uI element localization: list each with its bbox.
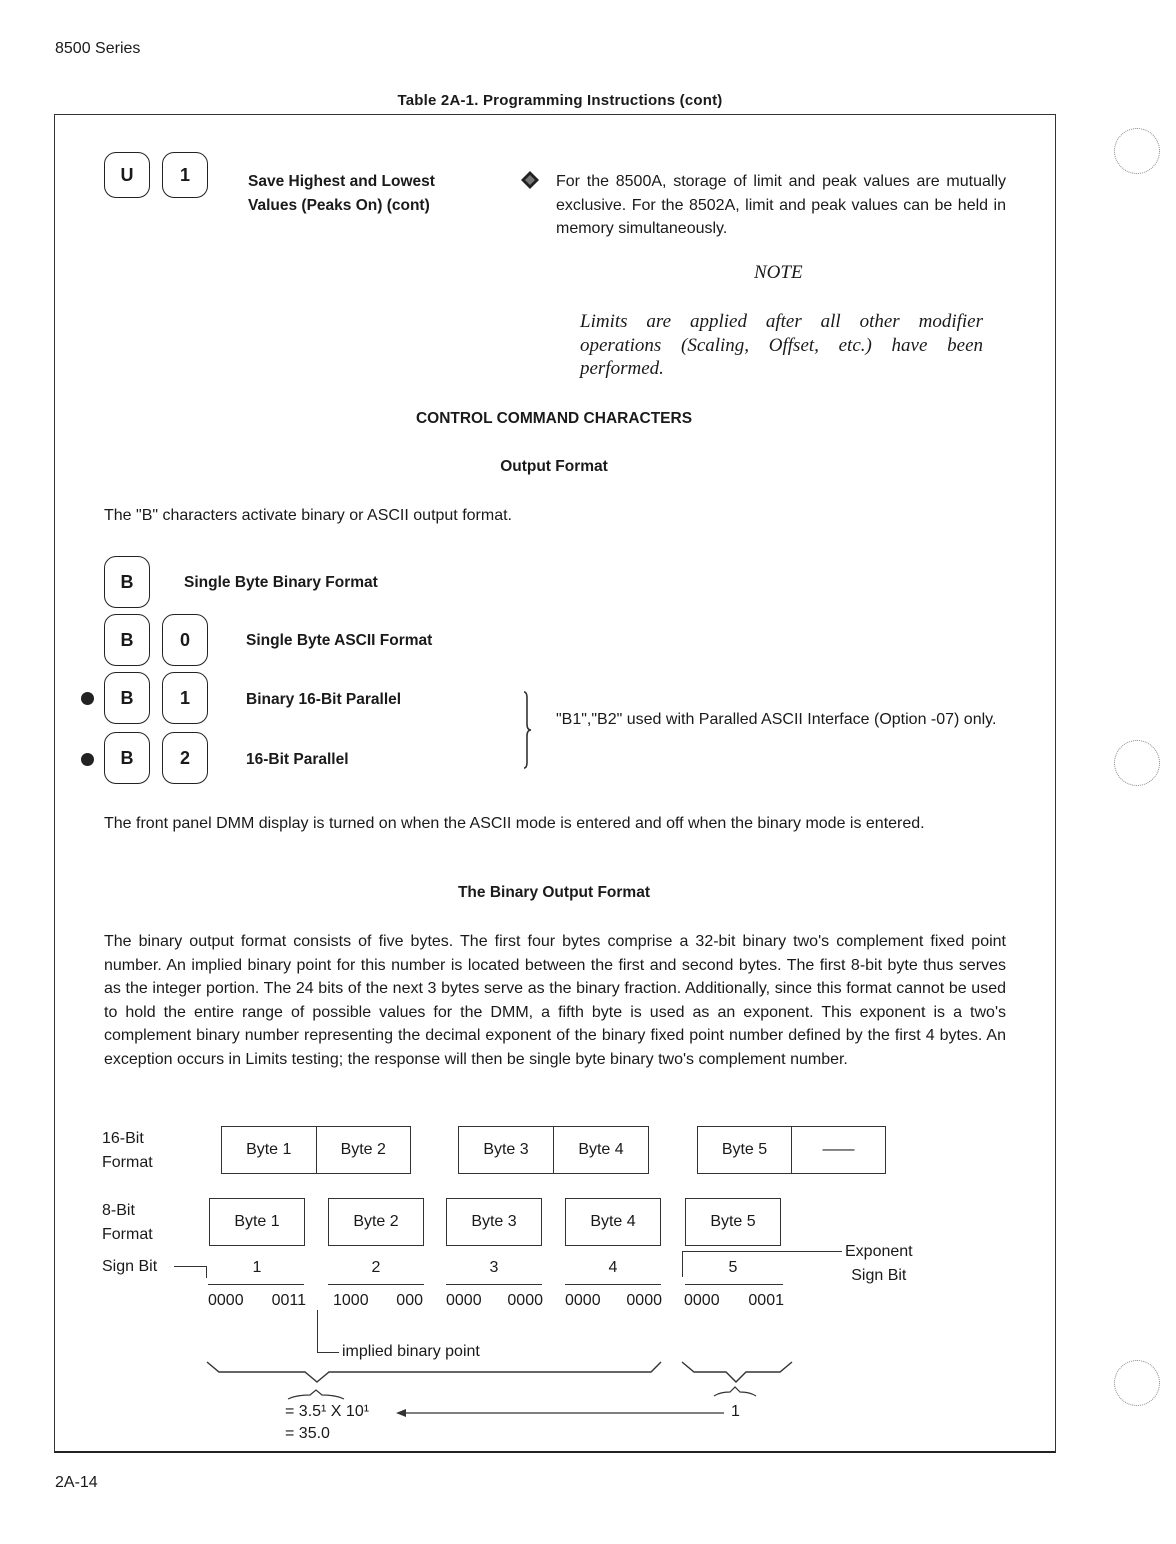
byte-bits-2	[333, 1292, 423, 1310]
format8-byte-1: Byte 1	[209, 1198, 305, 1246]
command-label: Single Byte Binary Format	[184, 574, 378, 591]
page-number: 2A-14	[55, 1474, 98, 1491]
byte-span-line	[565, 1284, 661, 1285]
byte-bits-4	[565, 1292, 662, 1310]
byte-span-line	[685, 1284, 783, 1285]
u1-label-line1: Save Highest and Lowest	[248, 173, 435, 190]
byte-cell: Byte 4	[553, 1127, 648, 1173]
binder-hole-icon	[1114, 1360, 1160, 1406]
series-header: 8500 Series	[55, 40, 141, 57]
exponent-arrow-icon	[682, 1251, 683, 1277]
nibble: 0000	[565, 1292, 601, 1309]
key-b: B	[104, 556, 150, 608]
byte-bits-1	[208, 1292, 306, 1310]
left-arrow-icon	[396, 1406, 726, 1424]
display-note: The front panel DMM display is turned on when the ASCII mode is entered and off when the binary mode is entered.	[104, 815, 925, 832]
format16-label	[102, 1127, 153, 1175]
byte-number: 2	[371, 1259, 381, 1276]
byte-span-line	[446, 1284, 542, 1285]
exponent-label-line1: Exponent	[845, 1243, 913, 1260]
format8-label	[102, 1199, 153, 1247]
key-1: 1	[162, 672, 208, 724]
nibble: 0000	[684, 1292, 720, 1309]
nibble: 0001	[748, 1292, 784, 1309]
byte-number: 1	[252, 1259, 262, 1276]
key-2: 2	[162, 732, 208, 784]
binder-hole-icon	[1114, 740, 1160, 786]
byte-cell: ——	[791, 1127, 885, 1173]
format8-label-line1: 8-Bit	[102, 1202, 135, 1219]
implied-point-arrow-icon	[317, 1310, 318, 1352]
nibble: 0000	[446, 1292, 482, 1309]
exponent-leader	[682, 1251, 842, 1252]
control-heading: CONTROL COMMAND CHARACTERS	[415, 410, 693, 427]
byte-cell: Byte 2	[316, 1127, 411, 1173]
exponent-label-line2: Sign Bit	[851, 1267, 907, 1284]
nibble: 1000	[333, 1292, 369, 1309]
parallel-note: "B1","B2" used with Paralled ASCII Interface (Option -07) only.	[556, 711, 997, 728]
result-line-1: = 3.5¹ X 10¹	[285, 1403, 370, 1420]
command-label: 16-Bit Parallel	[246, 751, 349, 768]
u1-label-line2: Values (Peaks On) (cont)	[248, 197, 430, 214]
format16-group-1	[221, 1126, 411, 1174]
byte-cell: Byte 1	[246, 1141, 292, 1158]
byte-bits-3	[446, 1292, 543, 1310]
command-label: Binary 16-Bit Parallel	[246, 691, 402, 708]
key-0: 0	[162, 614, 208, 666]
byte-number: 3	[489, 1259, 499, 1276]
diamond-bullet-icon	[520, 170, 540, 195]
byte-span-line	[328, 1284, 424, 1285]
format8-byte-2: Byte 2	[328, 1198, 424, 1246]
note-text: Limits are applied after all other modifier operations (Scaling, Offset, etc.) have been performed.	[580, 311, 983, 379]
nibble: 000	[396, 1292, 423, 1309]
key-b: B	[104, 614, 150, 666]
format8-byte-3: Byte 3	[446, 1198, 542, 1246]
result-line-2: = 35.0	[285, 1425, 330, 1442]
byte-bits-5	[684, 1292, 784, 1310]
format16-group-2	[458, 1126, 649, 1174]
u1-label	[248, 170, 435, 218]
nibble: 0000	[626, 1292, 662, 1309]
format16-label-line1: 16-Bit	[102, 1130, 144, 1147]
byte-cell: Byte 5	[721, 1141, 768, 1158]
implied-point-leader	[317, 1352, 339, 1353]
key-b: B	[104, 732, 150, 784]
mantissa-brace-icon	[205, 1360, 665, 1389]
command-row-b1	[104, 672, 208, 724]
byte-number: 5	[728, 1259, 738, 1276]
sign-bit-arrow-icon	[206, 1266, 207, 1278]
key-b: B	[104, 672, 150, 724]
format16-label-line2: Format	[102, 1154, 153, 1171]
u1-description: For the 8500A, storage of limit and peak values are mutually exclusive. For the 8502A, limit and peak values can be held in memory simultaneously.	[556, 173, 1006, 237]
u1-keys	[104, 152, 208, 198]
implied-point-label: implied binary point	[342, 1343, 480, 1360]
sign-bit-leader	[174, 1266, 206, 1267]
format8-byte-4: Byte 4	[565, 1198, 661, 1246]
bullet-dot-icon	[81, 753, 94, 766]
bullet-dot-icon	[81, 692, 94, 705]
command-row-b2	[104, 732, 208, 784]
nibble: 0011	[271, 1292, 306, 1309]
table-title: Table 2A-1. Programming Instructions (cont)	[397, 92, 723, 109]
format8-byte-5: Byte 5	[685, 1198, 781, 1246]
byte-span-line	[208, 1284, 304, 1285]
command-row-b0	[104, 614, 208, 666]
binary-paragraph: The binary output format consists of five bytes. The first four bytes comprise a 32-bit binary two's complement fixed point number. An implied binary point for this number is located between the first and second bytes. The first 8-bit byte thus serves as the integer portion. The 24 bits of the next 3 bytes serve as the binary fraction. Additionally, since this format cannot be used to hold the entire range of possible values for the DMM, a fifth byte is used as an exponent. This exponent is a two's complement binary number representing the decimal exponent of the binary fixed point number defined by the first 4 bytes. An exception occurs in Limits testing; the response will then be single byte binary two's complement number.	[104, 933, 1006, 1068]
output-format-heading: Output Format	[500, 458, 608, 475]
nibble: 0000	[208, 1292, 244, 1309]
format8-label-line2: Format	[102, 1226, 153, 1243]
exponent-value: 1	[731, 1403, 740, 1420]
byte-cell: Byte 3	[483, 1141, 529, 1158]
format16-group-3	[697, 1126, 886, 1174]
key-1: 1	[162, 152, 208, 198]
binder-hole-icon	[1114, 128, 1160, 174]
b-intro: The "B" characters activate binary or ASCII output format.	[104, 507, 512, 524]
exponent-sign-bit-label	[845, 1240, 913, 1288]
byte-number: 4	[608, 1259, 618, 1276]
command-label: Single Byte ASCII Format	[246, 632, 433, 649]
note-title: NOTE	[754, 262, 803, 283]
nibble: 0000	[507, 1292, 543, 1309]
binary-format-heading: The Binary Output Format	[457, 884, 651, 901]
sign-bit-label: Sign Bit	[102, 1258, 158, 1275]
command-row-b	[104, 556, 150, 608]
key-u: U	[104, 152, 150, 198]
right-brace-icon	[518, 690, 534, 775]
